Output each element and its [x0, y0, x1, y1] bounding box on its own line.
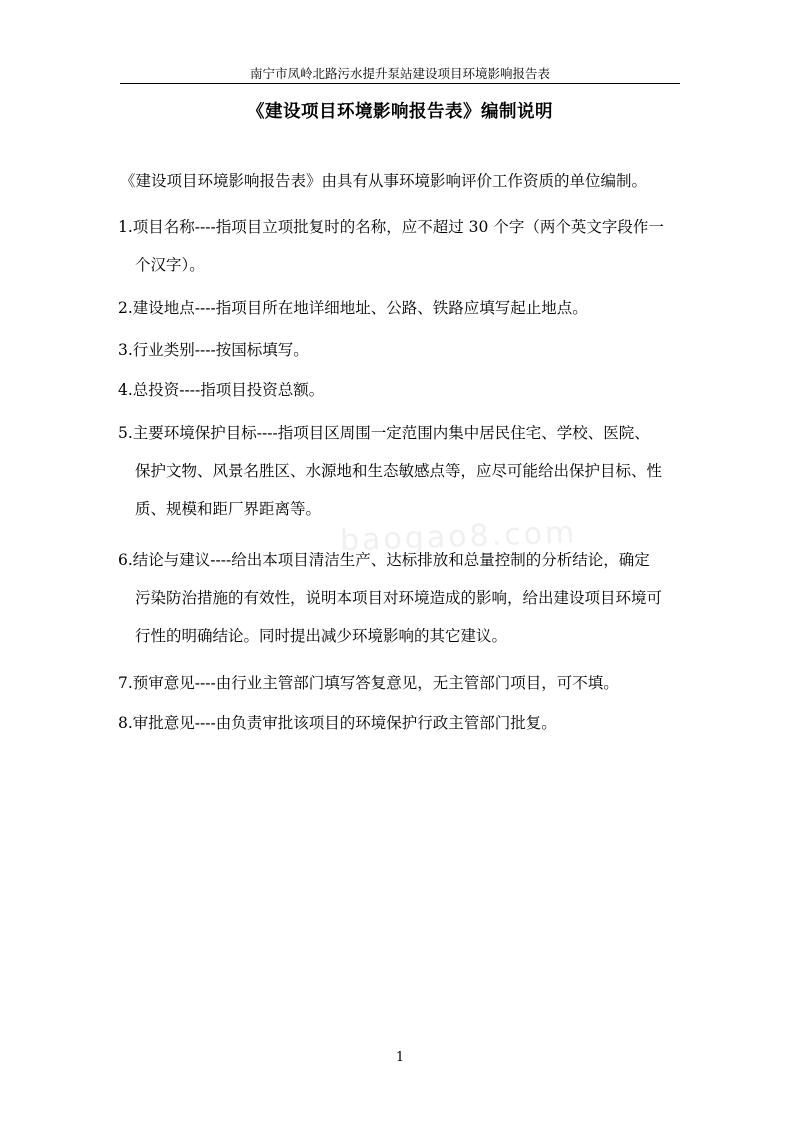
running-header: 南宁市凤岭北路污水提升泵站建设项目环境影响报告表: [249, 66, 550, 81]
list-item-line: 保护文物、风景名胜区、水源地和生态敏感点等，应尽可能给出保护目标、性: [135, 462, 663, 480]
list-item-line: 行性的明确结论。同时提出减少环境影响的其它建议。: [135, 627, 508, 645]
list-item-8: [118, 704, 684, 742]
list-item-3: [118, 331, 684, 369]
list-item-2: [118, 289, 684, 327]
list-item-line: 5.主要环境保护目标----指项目区周围一定范围内集中居民住宅、学校、医院、: [118, 424, 650, 442]
list-item-line: 污染防治措施的有效性，说明本项目对环境造成的影响，给出建设项目环境可: [135, 589, 663, 607]
list-item-line: 6.结论与建议----给出本项目清洁生产、达标排放和总量控制的分析结论，确定: [118, 551, 650, 569]
watermark: baogao8.com: [339, 515, 578, 559]
list-item-line: 质、规模和距厂界距离等。: [135, 500, 322, 518]
list-item-line: 2.建设地点----指项目所在地详细地址、公路、铁路应填写起止地点。: [118, 299, 588, 317]
list-item-line: 3.行业类别----按国标填写。: [118, 341, 309, 359]
list-item-line: 8.审批意见----由负责审批该项目的环境保护行政主管部门批复。: [118, 714, 557, 732]
list-item-7: [118, 664, 684, 702]
page-number: 1: [395, 1050, 405, 1065]
list-item-line: 个汉字）。: [135, 256, 205, 274]
list-item-1: [118, 208, 684, 284]
list-item-line: 4.总投资----指项目投资总额。: [118, 381, 325, 399]
document-title: 《建设项目环境影响报告表》编制说明: [247, 102, 553, 122]
header-rule: [120, 83, 680, 84]
list-item-4: [118, 371, 684, 409]
intro-paragraph: 《建设项目环境影响报告表》由具有从事环境影响评价工作资质的单位编制。: [120, 172, 648, 190]
list-item-line: 7.预审意见----由行业主管部门填写答复意见，无主管部门项目，可不填。: [118, 674, 619, 692]
list-item-5: [118, 414, 684, 528]
list-item-line: 1.项目名称----指项目立项批复时的名称，应不超过 30 个字（两个英文字段作一: [118, 218, 664, 236]
list-item-6: [118, 541, 684, 655]
